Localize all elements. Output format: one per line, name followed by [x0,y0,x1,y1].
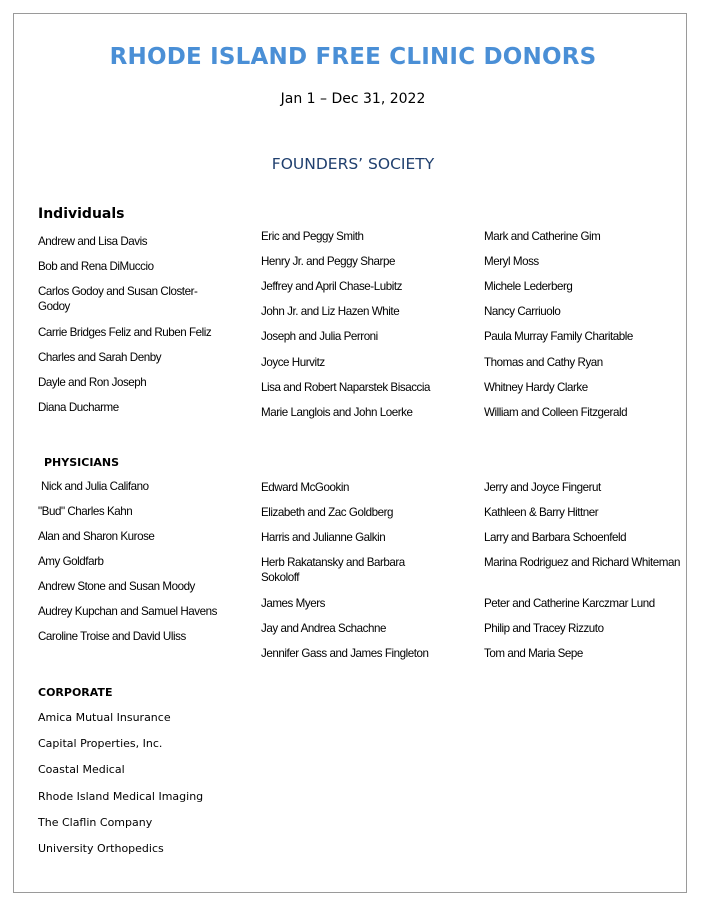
donor-name: Edward McGookin [261,481,349,494]
donor-name: Peter and Catherine Karczmar Lund [484,597,655,610]
document-title: RHODE ISLAND FREE CLINIC DONORS [109,44,597,70]
donor-name: Tom and Maria Sepe [484,647,583,660]
donor-name: William and Colleen Fitzgerald [484,406,628,419]
corporate-donor: Capital Properties, Inc. [38,737,163,751]
corporate-donor: Rhode Island Medical Imaging [38,789,204,803]
donor-name: Alan and Sharon Kurose [38,530,155,543]
corporate-donor: The Claflin Company [38,815,153,829]
individuals-heading: Individuals [38,206,125,222]
donor-name: Jennifer Gass and James Fingleton [261,647,429,660]
donor-name: Bob and Rena DiMuccio [38,260,154,273]
donor-name: Henry Jr. and Peggy Sharpe [261,255,395,268]
donor-name: Carrie Bridges Feliz and Ruben Feliz [38,326,212,339]
donor-name: Charles and Sarah Denby [38,351,162,364]
donor-name: Herb Rakatansky and Barbara Sokoloff [261,556,405,584]
donor-name: Michele Lederberg [484,280,573,293]
donor-name: James Myers [261,597,325,610]
donor-name: Joyce Hurvitz [261,356,325,369]
donor-name: Diana Ducharme [38,401,119,414]
donor-name: "Bud" Charles Kahn [38,505,133,518]
donor-name: Caroline Troise and David Uliss [38,630,186,643]
corporate-heading: CORPORATE [38,686,113,699]
donor-name: Andrew and Lisa Davis [38,235,148,248]
donor-name: Marina Rodriguez and Richard Whiteman [484,556,681,569]
donor-name: Elizabeth and Zac Goldberg [261,506,394,519]
donor-name: Eric and Peggy Smith [261,230,364,243]
donor-name: Philip and Tracey Rizzuto [484,622,604,635]
donor-name: Larry and Barbara Schoenfeld [484,531,627,544]
donor-name: Mark and Catherine Gim [484,230,601,243]
donor-name: Harris and Julianne Galkin [261,531,386,544]
donor-name: Paula Murray Family Charitable [484,330,633,343]
donor-name: Jeffrey and April Chase-Lubitz [261,280,402,293]
donor-name: Nick and Julia Califano [41,480,149,493]
society-heading: FOUNDERS’ SOCIETY [271,155,435,173]
donor-name: Thomas and Cathy Ryan [484,356,603,369]
donor-name: Jerry and Joyce Fingerut [484,481,601,494]
donor-name: Joseph and Julia Perroni [261,330,378,343]
corporate-donor: Coastal Medical [38,763,125,777]
donor-name: Amy Goldfarb [38,555,104,568]
donor-name: Jay and Andrea Schachne [261,622,387,635]
donor-name: Audrey Kupchan and Samuel Havens [38,605,217,618]
corporate-list [38,710,203,867]
corporate-donor: University Orthopedics [38,841,164,855]
donor-name: Lisa and Robert Naparstek Bisaccia [261,381,431,394]
donor-name: Nancy Carriuolo [484,305,561,318]
donor-name: Andrew Stone and Susan Moody [38,580,195,593]
donor-name: Meryl Moss [484,255,539,268]
physicians-heading: PHYSICIANS [44,456,120,469]
corporate-donor: Amica Mutual Insurance [38,711,171,724]
donor-name: Marie Langlois and John Loerke [261,406,413,419]
donor-name: Whitney Hardy Clarke [484,381,588,394]
donor-name: John Jr. and Liz Hazen White [261,305,400,318]
date-range: Jan 1 – Dec 31, 2022 [280,91,426,107]
donor-name: Carlos Godoy and Susan Closter-Godoy [38,285,198,313]
donor-name: Kathleen & Barry Hittner [484,506,599,519]
donor-name: Dayle and Ron Joseph [38,376,147,389]
